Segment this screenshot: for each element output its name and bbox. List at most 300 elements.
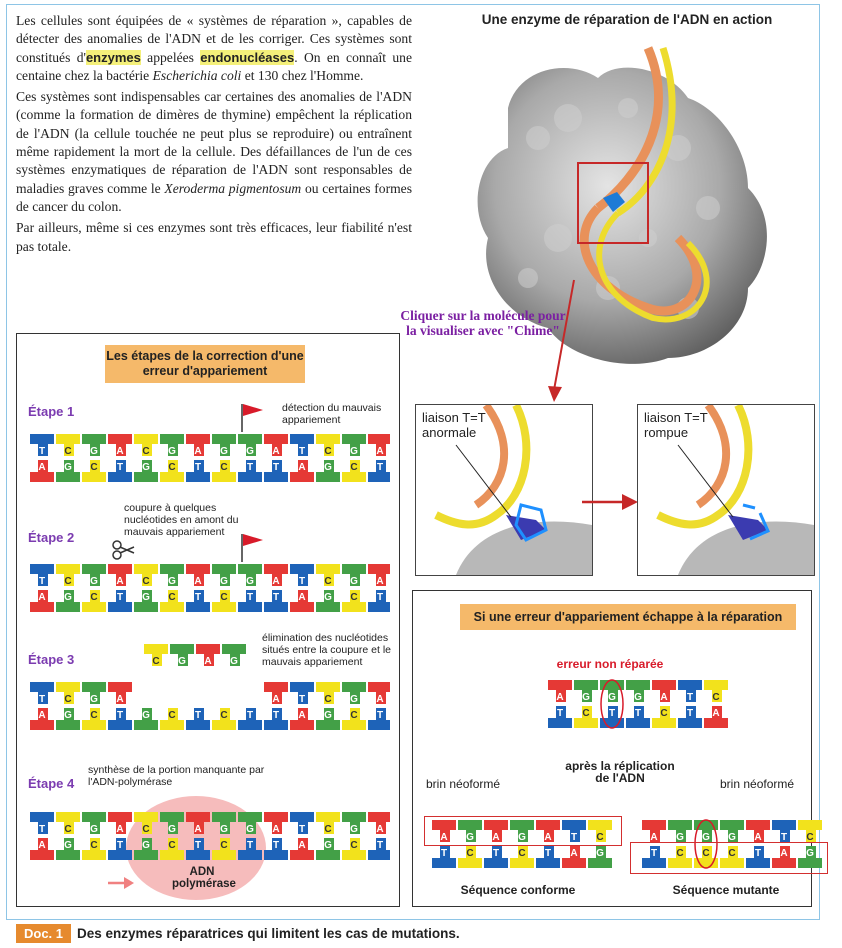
nucleotide-T xyxy=(186,708,210,730)
svg-text:T: T xyxy=(686,708,694,719)
svg-text:C: C xyxy=(596,832,604,843)
nucleotide-T xyxy=(108,460,132,482)
svg-text:C: C xyxy=(806,832,814,843)
svg-text:G: G xyxy=(350,446,358,457)
nucleotide-C xyxy=(316,812,340,835)
svg-text:G: G xyxy=(702,832,710,843)
nucleotide-G xyxy=(82,564,106,587)
svg-text:T: T xyxy=(650,848,658,859)
svg-text:C: C xyxy=(350,710,358,721)
scissors-icon xyxy=(112,540,136,560)
svg-text:C: C xyxy=(582,708,590,719)
nucleotide-T xyxy=(186,460,210,482)
nucleotide-A xyxy=(746,820,770,843)
nucleotide-A xyxy=(290,838,314,860)
nucleotide-C xyxy=(56,682,80,705)
step-3-note: élimination des nucléotides situés entre la coupure et le mauvais appariement xyxy=(262,632,391,668)
svg-text:G: G xyxy=(168,576,176,587)
nucleotide-T xyxy=(264,838,288,860)
svg-text:A: A xyxy=(780,848,788,859)
svg-text:C: C xyxy=(220,710,228,721)
nucleotide-T xyxy=(290,812,314,835)
polymerase-label: ADN polymérase xyxy=(172,866,236,890)
svg-text:G: G xyxy=(246,446,254,457)
nucleotide-C xyxy=(458,846,482,868)
svg-text:C: C xyxy=(702,848,710,859)
nucleotide-G xyxy=(134,708,158,730)
svg-text:A: A xyxy=(376,576,384,587)
nucleotide-C xyxy=(574,706,598,728)
dna-strip-step3 xyxy=(26,678,390,734)
new-strand-box-right xyxy=(630,842,828,874)
svg-text:G: G xyxy=(142,840,150,851)
svg-text:A: A xyxy=(116,576,124,587)
keyword-endonucleases: endonucléases xyxy=(200,49,295,65)
intro-paragraph-3: Par ailleurs, même si ces enzymes sont très efficaces, leur fiabilité n'est pas totale. xyxy=(16,220,412,254)
dna-strip-error xyxy=(544,676,734,732)
svg-text:T: T xyxy=(544,848,552,859)
nucleotide-T xyxy=(536,846,560,868)
nucleotide-T xyxy=(678,706,702,728)
intro-paragraph-1: Les cellules sont équipées de « systèmes de réparation », capables de détecter des anomalies de l'ADN et de les corriger. Ces systèmes sont constitués d'enzymes appelées endonucléases. On en connaît une centaine chez la bactérie Escherichia coli et 130 chez l'Homme. xyxy=(16,13,412,83)
svg-text:A: A xyxy=(38,462,46,473)
nucleotide-C xyxy=(510,846,534,868)
error-label: erreur non réparée xyxy=(556,657,664,671)
svg-text:T: T xyxy=(116,840,124,851)
svg-text:T: T xyxy=(246,462,254,473)
svg-text:G: G xyxy=(596,848,604,859)
svg-text:T: T xyxy=(272,840,280,851)
flag-icon xyxy=(238,530,268,564)
nucleotide-C xyxy=(56,434,80,457)
svg-text:A: A xyxy=(570,848,578,859)
nucleotide-G xyxy=(694,820,718,843)
dna-strip-step2 xyxy=(26,560,390,616)
svg-text:G: G xyxy=(324,710,332,721)
svg-text:C: C xyxy=(168,592,176,603)
step-3-label: Étape 3 xyxy=(28,652,75,667)
svg-text:A: A xyxy=(556,692,564,703)
nucleotide-G xyxy=(238,812,262,835)
svg-text:G: G xyxy=(90,694,98,705)
svg-text:C: C xyxy=(220,840,228,851)
svg-text:A: A xyxy=(194,446,202,457)
nucleotide-C xyxy=(316,434,340,457)
svg-text:T: T xyxy=(780,832,788,843)
svg-text:C: C xyxy=(142,576,150,587)
nucleotide-G xyxy=(588,846,612,868)
svg-text:C: C xyxy=(350,840,358,851)
svg-text:C: C xyxy=(324,576,332,587)
nucleotide-T xyxy=(30,682,54,705)
nucleotide-C xyxy=(652,706,676,728)
svg-text:C: C xyxy=(90,592,98,603)
svg-text:C: C xyxy=(220,592,228,603)
svg-text:T: T xyxy=(246,710,254,721)
nucleotide-A xyxy=(562,846,586,868)
svg-text:T: T xyxy=(376,592,384,603)
nucleotide-G xyxy=(82,434,106,457)
keyword-enzymes: enzymes xyxy=(85,49,141,65)
svg-text:C: C xyxy=(518,848,526,859)
nucleotide-G xyxy=(342,434,366,457)
excised-fragment xyxy=(142,640,252,670)
svg-text:C: C xyxy=(466,848,474,859)
nucleotide-T xyxy=(600,706,624,728)
svg-text:A: A xyxy=(204,656,212,667)
svg-text:G: G xyxy=(142,710,150,721)
pointer-arrow xyxy=(106,876,136,890)
flag-icon xyxy=(238,400,268,434)
nucleotide-G xyxy=(342,682,366,705)
nucleotide-C xyxy=(342,838,366,860)
nucleotide-T xyxy=(30,812,54,835)
svg-text:A: A xyxy=(544,832,552,843)
svg-text:C: C xyxy=(64,446,72,457)
zoom-panel-broken xyxy=(637,404,815,576)
nucleotide-T xyxy=(290,564,314,587)
svg-text:C: C xyxy=(64,824,72,835)
svg-text:G: G xyxy=(582,692,590,703)
nucleotide-C xyxy=(144,644,168,667)
nucleotide-T xyxy=(368,590,390,612)
svg-text:G: G xyxy=(142,462,150,473)
svg-text:G: G xyxy=(806,848,814,859)
svg-text:A: A xyxy=(298,592,306,603)
nucleotide-C xyxy=(316,682,340,705)
svg-text:T: T xyxy=(38,446,46,457)
nucleotide-T xyxy=(30,434,54,457)
nucleotide-T xyxy=(30,564,54,587)
svg-text:T: T xyxy=(194,462,202,473)
svg-text:G: G xyxy=(324,840,332,851)
svg-text:T: T xyxy=(376,710,384,721)
svg-text:A: A xyxy=(650,832,658,843)
nucleotide-C xyxy=(342,590,366,612)
svg-text:T: T xyxy=(376,462,384,473)
svg-text:T: T xyxy=(298,576,306,587)
svg-text:C: C xyxy=(220,462,228,473)
nucleotide-G xyxy=(160,434,184,457)
nucleotide-T xyxy=(264,708,288,730)
nucleotide-C xyxy=(212,460,236,482)
nucleotide-T xyxy=(238,708,262,730)
svg-text:T: T xyxy=(116,462,124,473)
svg-text:G: G xyxy=(324,462,332,473)
nucleotide-T xyxy=(238,460,262,482)
nucleotide-G xyxy=(238,434,262,457)
nucleotide-G xyxy=(342,812,366,835)
nucleotide-G xyxy=(160,812,184,835)
nucleotide-A xyxy=(108,564,132,587)
svg-text:T: T xyxy=(38,694,46,705)
intro-text xyxy=(16,12,412,259)
nucleotide-T xyxy=(368,708,390,730)
svg-text:A: A xyxy=(376,824,384,835)
svg-text:C: C xyxy=(350,462,358,473)
svg-text:T: T xyxy=(116,592,124,603)
svg-text:C: C xyxy=(90,462,98,473)
svg-text:C: C xyxy=(324,446,332,457)
conform-label: Séquence conforme xyxy=(460,883,576,897)
svg-text:G: G xyxy=(142,592,150,603)
nucleotide-T xyxy=(772,820,796,843)
svg-text:T: T xyxy=(686,692,694,703)
nucleotide-A xyxy=(264,812,288,835)
nucleotide-C xyxy=(160,590,184,612)
nucleotide-A xyxy=(30,590,54,612)
svg-text:A: A xyxy=(440,832,448,843)
nucleotide-C xyxy=(160,708,184,730)
nucleotide-T xyxy=(368,838,390,860)
svg-text:T: T xyxy=(298,824,306,835)
nucleotide-C xyxy=(704,680,728,703)
nucleotide-A xyxy=(652,680,676,703)
svg-text:G: G xyxy=(350,576,358,587)
svg-text:G: G xyxy=(676,832,684,843)
svg-text:G: G xyxy=(90,446,98,457)
svg-text:G: G xyxy=(64,710,72,721)
svg-text:A: A xyxy=(272,446,280,457)
nucleotide-C xyxy=(342,708,366,730)
nucleotide-A xyxy=(108,812,132,835)
nucleotide-G xyxy=(56,460,80,482)
step-4-label: Étape 4 xyxy=(28,776,75,791)
intro-paragraph-2: Ces systèmes sont indispensables car certaines des anomalies de l'ADN (comme la formation de dimères de thymine) empêchent la réplication de l'ADN (la cellule touchée ne peut plus se reproduire) ou entraînent même rapidement la mort de la cellule. Des défaillances de l'un de ces systèmes enzymatiques de réparation de l'ADN sont responsables de maladies graves comme le Xeroderma pigmentosum ou certaines formes de cancer du colon. xyxy=(16,89,412,214)
nucleotide-G xyxy=(134,460,158,482)
nucleotide-T xyxy=(368,460,390,482)
escape-banner: Si une erreur d'appariement échappe à la réparation xyxy=(460,604,796,630)
svg-text:T: T xyxy=(194,592,202,603)
nucleotide-T xyxy=(290,434,314,457)
svg-text:A: A xyxy=(38,592,46,603)
svg-text:T: T xyxy=(298,694,306,705)
svg-text:G: G xyxy=(220,446,228,457)
svg-text:A: A xyxy=(660,692,668,703)
new-strand-box-left xyxy=(424,816,622,846)
nucleotide-C xyxy=(160,838,184,860)
svg-text:A: A xyxy=(376,694,384,705)
svg-text:T: T xyxy=(272,592,280,603)
nucleotide-T xyxy=(432,846,456,868)
svg-text:A: A xyxy=(492,832,500,843)
nucleotide-T xyxy=(264,590,288,612)
nucleotide-A xyxy=(30,708,54,730)
nucleotide-C xyxy=(342,460,366,482)
nucleotide-T xyxy=(484,846,508,868)
svg-text:C: C xyxy=(168,710,176,721)
nucleotide-C xyxy=(212,838,236,860)
nucleotide-G xyxy=(134,838,158,860)
nucleotide-G xyxy=(626,680,650,703)
nucleotide-C xyxy=(134,564,158,587)
nucleotide-A xyxy=(642,820,666,843)
zoom-panel-abnormal xyxy=(415,404,593,576)
nucleotide-T xyxy=(264,460,288,482)
svg-text:C: C xyxy=(350,592,358,603)
new-strand-label-right: brin néoformé xyxy=(720,777,795,791)
svg-text:A: A xyxy=(298,462,306,473)
nucleotide-A xyxy=(186,564,210,587)
nucleotide-G xyxy=(56,590,80,612)
svg-text:C: C xyxy=(324,694,332,705)
svg-text:T: T xyxy=(556,708,564,719)
svg-text:G: G xyxy=(350,694,358,705)
nucleotide-T xyxy=(238,838,262,860)
nucleotide-A xyxy=(108,682,132,705)
nucleotide-A xyxy=(186,434,210,457)
nucleotide-T xyxy=(678,680,702,703)
svg-text:A: A xyxy=(38,840,46,851)
svg-text:G: G xyxy=(220,824,228,835)
nucleotide-C xyxy=(134,812,158,835)
svg-text:G: G xyxy=(246,824,254,835)
nucleotide-G xyxy=(222,644,246,667)
svg-text:T: T xyxy=(116,710,124,721)
nucleotide-C xyxy=(82,460,106,482)
svg-text:G: G xyxy=(466,832,474,843)
nucleotide-A xyxy=(30,460,54,482)
nucleotide-G xyxy=(212,564,236,587)
nucleotide-G xyxy=(134,590,158,612)
nucleotide-A xyxy=(264,564,288,587)
svg-text:A: A xyxy=(38,710,46,721)
svg-text:C: C xyxy=(676,848,684,859)
nucleotide-T xyxy=(238,590,262,612)
svg-text:A: A xyxy=(754,832,762,843)
nucleotide-G xyxy=(668,820,692,843)
zoom-arrow-down xyxy=(540,278,580,406)
svg-text:A: A xyxy=(298,840,306,851)
svg-text:C: C xyxy=(142,824,150,835)
nucleotide-A xyxy=(704,706,728,728)
svg-text:C: C xyxy=(660,708,668,719)
nucleotide-A xyxy=(368,434,390,457)
svg-text:C: C xyxy=(64,694,72,705)
nucleotide-A xyxy=(264,434,288,457)
transition-arrow xyxy=(580,490,640,514)
svg-text:G: G xyxy=(168,824,176,835)
nucleotide-C xyxy=(212,590,236,612)
svg-text:G: G xyxy=(220,576,228,587)
nucleotide-T xyxy=(290,682,314,705)
svg-text:A: A xyxy=(116,694,124,705)
nucleotide-C xyxy=(82,708,106,730)
svg-text:A: A xyxy=(272,694,280,705)
dna-strip-step4 xyxy=(26,808,390,864)
nucleotide-G xyxy=(720,820,744,843)
figure-caption xyxy=(16,924,460,946)
nucleotide-G xyxy=(56,838,80,860)
doc-tag: Doc. 1 xyxy=(16,924,71,943)
nucleotide-A xyxy=(30,838,54,860)
nucleotide-A xyxy=(186,812,210,835)
svg-text:G: G xyxy=(168,446,176,457)
nucleotide-A xyxy=(290,590,314,612)
nucleotide-G xyxy=(316,708,340,730)
nucleotide-A xyxy=(368,682,390,705)
svg-text:G: G xyxy=(90,824,98,835)
nucleotide-G xyxy=(170,644,194,667)
svg-text:A: A xyxy=(272,576,280,587)
svg-text:A: A xyxy=(712,708,720,719)
nucleotide-T xyxy=(108,590,132,612)
svg-text:G: G xyxy=(634,692,642,703)
nucleotide-G xyxy=(316,838,340,860)
svg-text:A: A xyxy=(376,446,384,457)
svg-text:T: T xyxy=(246,840,254,851)
svg-text:C: C xyxy=(142,446,150,457)
svg-text:G: G xyxy=(324,592,332,603)
svg-text:T: T xyxy=(376,840,384,851)
svg-text:T: T xyxy=(754,848,762,859)
nucleotide-G xyxy=(212,434,236,457)
nucleotide-G xyxy=(56,708,80,730)
svg-text:C: C xyxy=(168,840,176,851)
new-strand-label-left: brin néoformé xyxy=(426,777,501,791)
svg-text:T: T xyxy=(634,708,642,719)
nucleotide-T xyxy=(548,706,572,728)
after-replication-label: après la réplication de l'ADN xyxy=(565,759,675,785)
svg-text:T: T xyxy=(570,832,578,843)
nucleotide-C xyxy=(316,564,340,587)
svg-text:T: T xyxy=(246,592,254,603)
nucleotide-C xyxy=(212,708,236,730)
svg-text:C: C xyxy=(90,710,98,721)
nucleotide-G xyxy=(238,564,262,587)
step-2-label: Étape 2 xyxy=(28,530,75,545)
nucleotide-A xyxy=(108,434,132,457)
nucleotide-G xyxy=(82,812,106,835)
svg-text:C: C xyxy=(324,824,332,835)
svg-text:G: G xyxy=(64,592,72,603)
nucleotide-G xyxy=(316,590,340,612)
nucleotide-C xyxy=(134,434,158,457)
label-tt-abnormal: liaison T=T anormale xyxy=(422,410,486,440)
nucleotide-C xyxy=(56,812,80,835)
svg-text:C: C xyxy=(64,576,72,587)
svg-text:A: A xyxy=(194,824,202,835)
nucleotide-C xyxy=(56,564,80,587)
svg-text:T: T xyxy=(492,848,500,859)
molecule-title: Une enzyme de réparation de l'ADN en action xyxy=(481,12,773,27)
nucleotide-C xyxy=(82,838,106,860)
nucleotide-A xyxy=(290,460,314,482)
step-1-label: Étape 1 xyxy=(28,404,75,419)
svg-text:G: G xyxy=(728,832,736,843)
nucleotide-G xyxy=(160,564,184,587)
svg-text:A: A xyxy=(194,576,202,587)
svg-text:C: C xyxy=(712,692,720,703)
svg-text:C: C xyxy=(90,840,98,851)
svg-text:G: G xyxy=(90,576,98,587)
nucleotide-C xyxy=(160,460,184,482)
svg-text:G: G xyxy=(64,462,72,473)
steps-banner: Les étapes de la correction d'une erreur d'appariement xyxy=(105,345,305,383)
nucleotide-T xyxy=(186,838,210,860)
label-tt-broken: liaison T=T rompue xyxy=(644,410,708,440)
svg-text:T: T xyxy=(608,708,616,719)
svg-text:T: T xyxy=(194,710,202,721)
svg-text:T: T xyxy=(272,462,280,473)
nucleotide-A xyxy=(290,708,314,730)
nucleotide-T xyxy=(108,838,132,860)
nucleotide-A xyxy=(368,564,390,587)
dna-strip-step1 xyxy=(26,430,390,486)
nucleotide-A xyxy=(264,682,288,705)
nucleotide-T xyxy=(186,590,210,612)
svg-text:G: G xyxy=(518,832,526,843)
